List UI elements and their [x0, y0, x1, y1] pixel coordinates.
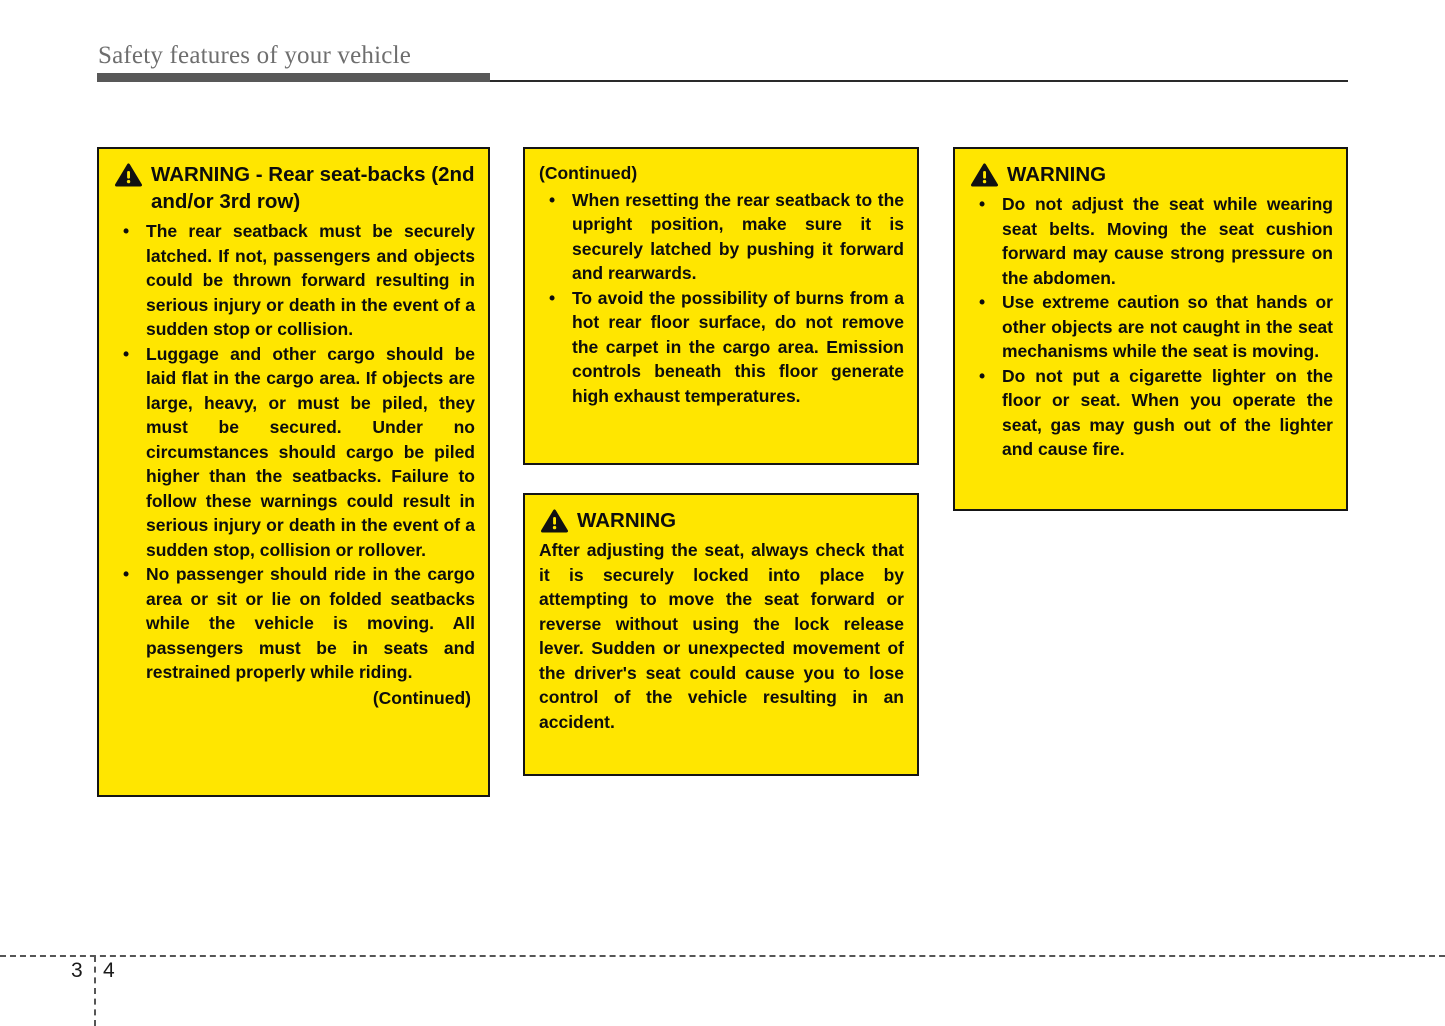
warning-bullet: • Luggage and other cargo should be laid flat in the cargo area. If objects are large, heavy, or must be piled, they must be secured. Under no circumstances should cargo be piled higher than the seatbacks. Failure to follow these warnings could result in serious injury or death in the event of a sudden stop, collision or rollover. [113, 342, 475, 563]
header-divider-thick-bar [97, 73, 490, 82]
warning-bullet: • When resetting the rear seatback to the upright position, make sure it is securely latched by pushing it forward and rearwards. [539, 188, 904, 286]
page-title: Safety features of your vehicle [98, 42, 412, 69]
warning-triangle-icon [115, 163, 142, 187]
header-divider [97, 73, 1348, 82]
footer-page-number: 4 [103, 959, 115, 982]
warning-box-continued-notes [523, 147, 919, 465]
warning-title [539, 507, 904, 534]
warning-title-suffix: - Rear seat-backs (2nd and/or 3rd row) [151, 163, 475, 213]
warning-bullet: • No passenger should ride in the cargo area or sit or lie on folded seatbacks while the vehicle is moving. All passengers must be in seats and restrained properly while riding. [113, 562, 475, 685]
footer-dashed-line-horizontal [0, 955, 1445, 957]
warning-bullet: • To avoid the possibility of burns from a hot rear floor surface, do not remove the carpet in the cargo area. Emission controls beneath this floor generate high exhaust temperatures. [539, 286, 904, 409]
warning-title-label: WARNING [151, 163, 251, 186]
warning-box-seat-lock [523, 493, 919, 776]
continued-marker: (Continued) [372, 687, 471, 708]
warning-box-seat-adjust [953, 147, 1348, 511]
warning-title [113, 161, 475, 215]
warning-bullet: • Do not adjust the seat while wearing seat belts. Moving the seat cushion forward may cause strong pressure on the abdomen. [969, 192, 1333, 290]
warning-body: After adjusting the seat, always check that it is securely locked into place by attempting to move the seat forward or reverse without using the lock release lever. Sudden or unexpected movement of the driver's seat could cause you to lose control of the vehicle resulting in an accident. [539, 540, 904, 732]
warning-box-rear-seatbacks [97, 147, 490, 797]
warning-bullet: • Do not put a cigarette lighter on the floor or seat. When you operate the seat, gas may gush out of the lighter and cause fire. [969, 364, 1333, 462]
footer-dashed-line-vertical [94, 956, 96, 1026]
warning-title-label: WARNING [1007, 163, 1107, 186]
footer-chapter-number: 3 [71, 959, 83, 982]
warning-triangle-icon [971, 163, 998, 187]
warning-triangle-icon [541, 509, 568, 533]
warning-bullet: • Use extreme caution so that hands or other objects are not caught in the seat mechanisms while the seat is moving. [969, 290, 1333, 364]
warning-bullet: • The rear seatback must be securely latched. If not, passengers and objects could be thrown forward resulting in serious injury or death in the event of a sudden stop or collision. [113, 219, 475, 342]
continued-marker: (Continued) [539, 163, 638, 183]
warning-title [969, 161, 1333, 188]
warning-title-label: WARNING [577, 509, 677, 532]
